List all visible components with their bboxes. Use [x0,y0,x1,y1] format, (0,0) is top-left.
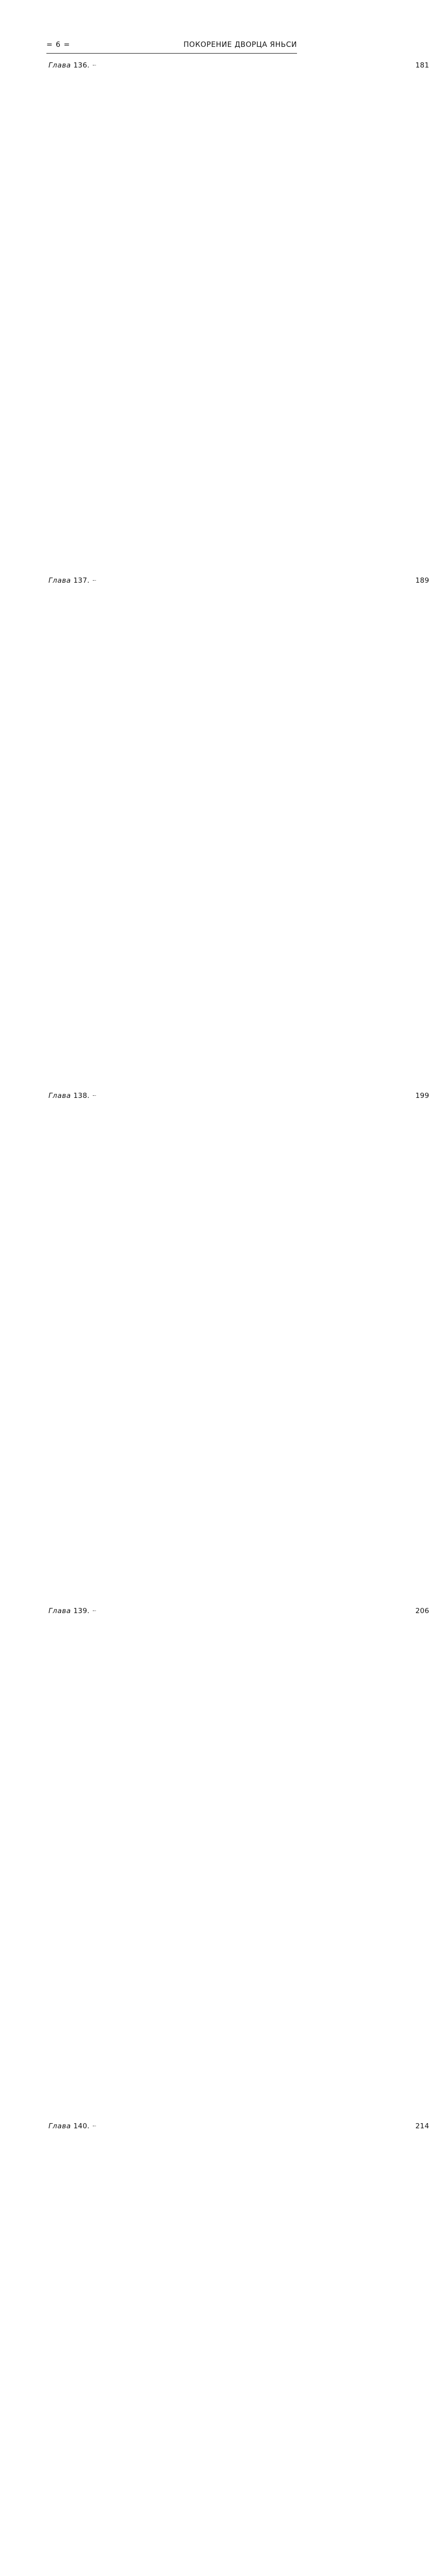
dot-leader [93,580,96,581]
page-number: = 6 = [46,41,71,49]
chapter-number: 136. [73,61,90,70]
chapter-page: 214 [415,2122,429,2130]
chapter-word: Глава [48,577,71,585]
dot-leader [93,1095,96,1096]
chapter-number: 138. [73,1092,90,1100]
chapter-number: 139. [73,1607,90,1615]
chapter-number: 137. [73,577,90,585]
toc-entry[interactable] [48,1605,429,2121]
chapter-word: Глава [48,1092,71,1100]
toc-entry[interactable] [48,1090,429,1605]
toc-entry[interactable] [48,2121,429,2576]
chapter-label [48,60,92,72]
chapter-page: 206 [415,1607,429,1615]
chapter-word: Глава [48,2122,71,2130]
chapter-word: Глава [48,61,71,70]
chapter-page: 189 [415,577,429,585]
table-of-contents [48,60,429,2576]
toc-entry[interactable] [48,575,429,1090]
chapter-word: Глава [48,1607,71,1615]
chapter-label [48,1605,92,1617]
chapter-label [48,1090,92,1102]
header-rule [46,53,297,54]
running-header [46,39,297,50]
toc-entry[interactable] [48,60,429,575]
chapter-label [48,2121,92,2132]
chapter-page: 181 [415,61,429,70]
chapter-label [48,575,92,587]
book-title: ПОКОРЕНИЕ ДВОРЦА ЯНЬСИ [183,41,297,49]
chapter-page: 199 [415,1092,429,1100]
chapter-number: 140. [73,2122,90,2130]
